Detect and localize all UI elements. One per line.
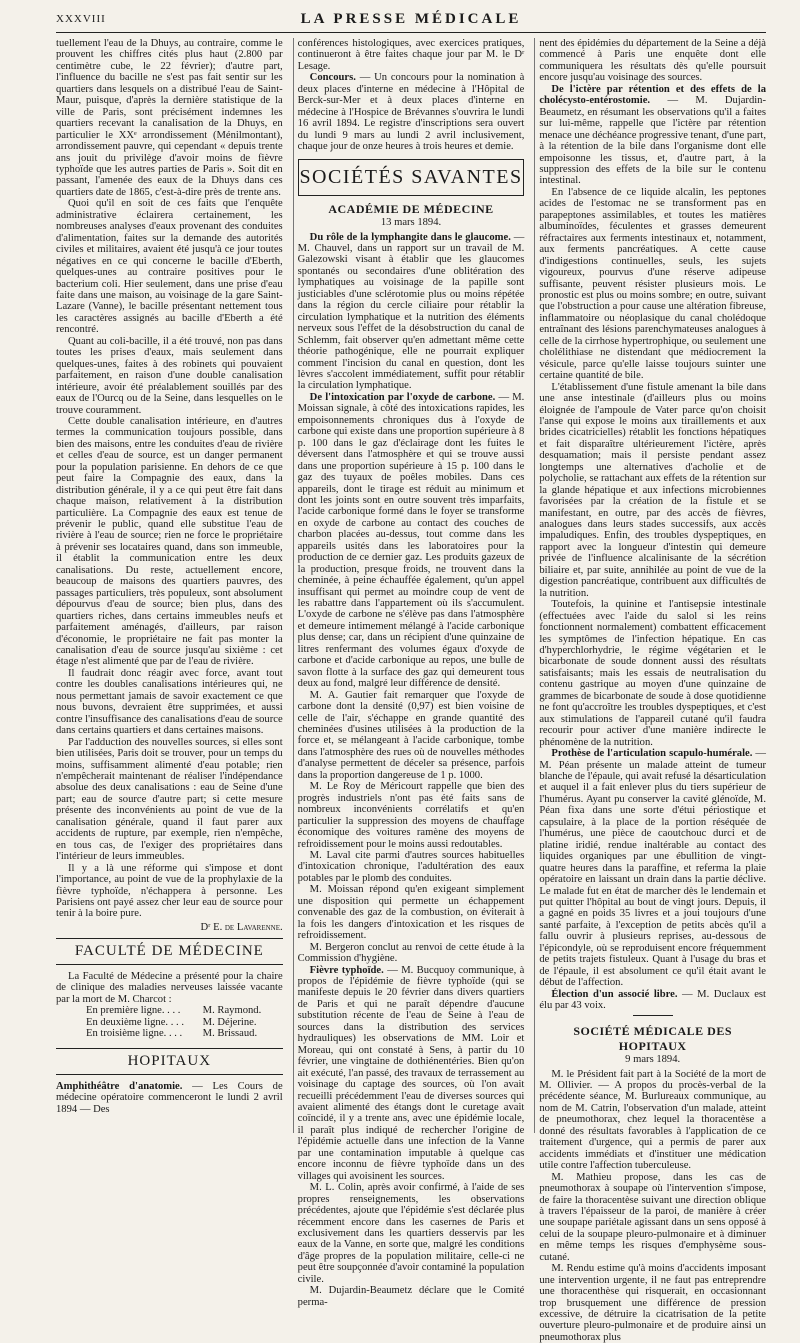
academie-title: ACADÉMIE DE MÉDECINE <box>328 201 494 216</box>
page-number: XXXVIII <box>56 13 106 25</box>
fievre-text: — M. Bucquoy communique, à propos de l'épidémie de fièvre typhoïde (qui se manifeste depuis le 20 février dans divers quartiers de Paris et qui ne paraît dépendre d'aucune substitution récente de l'eau de Seine à l'eau de sources dans la distribution des services hydrauliques) les observations de MM. Loir et Moreau, qui ont constaté à Sens, à partir du 10 février, une vingtaine de dothiénentéries. Bien qu'on ait exécuté, l'an passé, des travaux de terrassement au voisinage du captage des sources, où l'on avait recueilli précédemment l'eau de diverses sources qui avaient alimenté des étangs dont le curetage avait coïncidé, il y a trente ans, avec une épidémie locale, il paraît plus indiqué de rechercher l'origine de l'épidémie actuelle dans une infection de la Vanne par une contamination imputable à quelque cas encore inconnu de fièvre typhoïde dans un des villages qui avoisinent les sources. <box>297 964 525 1182</box>
candidate: M. Brissaud. <box>202 1028 258 1040</box>
fievre-title: Fièvre typhoïde. <box>309 964 384 976</box>
rank: En deuxième ligne. . . . <box>86 1016 184 1028</box>
faculte-list-item <box>56 1028 283 1040</box>
hopitaux-lead: Amphithéâtre d'anatomie. <box>56 1080 183 1092</box>
paragraph: M. A. Gautier fait remarquer que l'oxyde de carbone dont la densité (0,97) est bien voisine de celle de l'air, s'échappe en grande quantité des cheminées d'usines utilisées à la production de la force et, se mélangeant à l'acide carbonique, tombe dans l'atmosphère des rues où de nouvelles méthodes d'analyse permettent de déceler sa présence, parfois dans la proportion dangereuse de 1 p. 1000. <box>297 689 525 781</box>
election-paragraph <box>539 989 766 1012</box>
paragraph: tuellement l'eau de la Dhuys, au contraire, comme le prouvent les chiffres cités plus haut (2.800 par centimètre cube, le 22 février); d'autre part, l'influence du bacille ne s'est pas fait sentir sur les quartiers dans lesquels on a distribué l'eau de Saint-Maur, puisque, d'après la dernière statistique de la ville de Paris, sont précisément indemnes les quartiers recevant la canalisation de la Dhuys, en particulier le XXᵉ arrondissement (Ménilmontant), arrondissement pauvre, qui cependant « depuis trente ans jouit du privilège d'avoir moins de fièvre typhoïde que les autres parties de Paris ». Soit dit en passant, l'amenée des eaux de la Dhuys dans ces quartiers date de 1865, c'est-à-dire près de trente ans. <box>56 38 283 198</box>
paragraph: M. L. Colin, après avoir confirmé, à l'aide de ses propres renseignements, les observations précédentes, ajoute que l'épidémie s'est déclarée plus récemment encore dans les casernes de Paris et exclusivement dans les quartiers desservis par les eaux de la Vanne, en sorte que, malgré les conditions d'âge propres de la population militaire, celle-ci ne peut être soupçonnée d'avoir contaminé la population civile. <box>297 1182 525 1285</box>
paragraph: M. Moissan répond qu'en exigeant simplement une disposition qui permette un échappement convenable des gaz de la combustion, on éviterait à la fois les dangers d'intoxication et les risques de refroidissement. <box>297 884 525 942</box>
concours-paragraph <box>298 72 525 152</box>
concours-text: — Un concours pour la nomination à deux places d'interne en médecine à l'Hôpital de Berck-sur-Mer et à deux places d'interne en médecine à l'Hospice de Brévannes s'ouvrira le lundi 16 avril 1894. Le registre d'inscriptions sera ouvert du lundi 9 mars au lundi 2 avril inclusivement, chaque jour de onze heures à trois heures et demie. <box>297 72 525 153</box>
oxyde-title: De l'intoxication par l'oxyde de carbone. <box>309 391 496 403</box>
hopitaux-title: HOPITAUX <box>56 1048 283 1075</box>
prothese-text: — M. Péan présente un malade atteint de tumeur blanche de l'épaule, qui avait refusé la désarticulation et auquel il a fait enlever plus du tiers supérieur de l'humérus. Ayant pu conserver la cavité glénoïde, M. Péan fixa dans une sorte d'étui périostique et capsulaire, à la place de la portion réséquée de l'humérus, une pièce de caoutchouc durci et de platine iridié, rendue inaltérable au contact des liquides organiques par une ébullition de vingt-quatre heures dans la paraffine, et referma la plaie opératoire en laissant un drain dans la partie déclive. Le malade fut en état de marcher dès le lendemain et put quitter l'hôpital au bout de vingt jours. Depuis, il a gagné en poids 35 livres et a joui toujours d'une santé parfaite, à l'exception de petits abcès qu'il a fallu ouvrir à plusieurs reprises, au-dessous de l'épicondyle, où se reproduisent encore fréquemment de petits trajets fistuleux. Quant à l'usage du bras et de l'épaule, il est absolument ce qu'il était avant le début de l'affection. <box>539 748 767 989</box>
faculte-text: La Faculté de Médecine a présenté pour la chaire de clinique des maladies nerveuses laissée vacante par la mort de M. Charcot : <box>56 970 283 1005</box>
paragraph: Il faudrait donc réagir avec force, avant tout contre les doubles canalisations intérieures qui, ne nous permettant jamais de savoir exactement ce que nous buvons, devraient être supprimées, et aussi contre l'insuffisance des canalisations d'eau de source dans certains quartiers et dans certaines maisons. <box>56 667 283 737</box>
academie-date: 13 mars 1894. <box>380 216 442 228</box>
rank: En troisième ligne. . . . <box>86 1028 183 1040</box>
article-columns <box>56 38 767 1343</box>
paragraph: L'établissement d'une fistule amenant la bile dans une anse intestinale (d'ailleurs plus ou moins éloignée de l'ampoule de Vater parce qu'on choisit l'anse qui expose le moins aux tiraillements et aux brides cicatricielles) rétablit les fonctions hépatiques et fait disparaître ultérieurement l'ictère, après desquamation; mais il persiste pendant assez longtemps une alternatives d'acholie et de polycholie, se rattachant aux effets de la rétention sur la glande hépatique et aux infections microbiennes favorisées par la création de la fistule et se manifestant, en outre, par des accès de fièvres, analogues dans leurs stades successifs, aux accès impaludiques. Enfin, des troubles dyspeptiques, en rapport avec la longueur d'intestin qui demeure privée de l'influence alcalinisante de la sécrétion biliaire et, par suite, annihilée au point de vue de la digestion pancréatique, contribuent aux difficultés de la nutrition. <box>539 381 767 599</box>
column-3 <box>534 38 767 1343</box>
election-title: Élection d'un associé libre. <box>551 988 678 1000</box>
paragraph: nent des épidémies du département de la Seine a déjà commencé à Paris une enquête dont elle communiquera les résultats dès qu'elle poursuit encore jusqu'au voisinage des sources. <box>539 38 767 84</box>
paragraph: M. Bergeron conclut au renvoi de cette étude à la Commission d'hygiène. <box>297 941 525 965</box>
oxyde-paragraph <box>298 392 525 690</box>
candidate: M. Raymond. <box>202 1005 262 1017</box>
author-signature: Dʳ E. de Lavarenne. <box>200 921 283 933</box>
column-2 <box>293 38 525 1308</box>
societe-hopitaux-date: 9 mars 1894. <box>625 1053 681 1065</box>
paragraph: Toutefois, la quinine et l'antisepsie intestinale (effectuées avec l'aide du salol si les reins fonctionnent normalement) combattent efficacement les symptômes de l'infection hépatique. En cas d'hyperchlorhydrie, le régime végétarien et le bicarbonate de soude donnent aussi des résultats satisfaisants; mais les essais de neutralisation du contenu gastrique au moyen d'une quinzaine de grammes de bicarbonate de soude à dose quotidienne ne font qu'accroître les troubles dyspeptiques, et c'est aux stimulations de l'appareil cutané qu'il faudra recourir pour activer d'une manière indirecte le phénomène de la nutrition. <box>539 599 767 748</box>
rank: En première ligne. . . . <box>86 1005 181 1017</box>
paragraph: M. le Président fait part à la Société de la mort de M. Ollivier. — A propos du procès-verbal de la précédente séance, M. Burlureaux communique, au nom de M. Catrin, l'observation d'un malade, atteint de pneumothorax, chez lequel la thoracentèse a donné des résultats favorables à l'application de ce traitement d'urgence, qui a permis de parer aux accidents immédiats et d'instituer une médication utile contre l'affection tuberculeuse. <box>539 1068 767 1172</box>
paragraph: M. Laval cite parmi d'autres sources habituelles d'intoxication chronique, l'adultération des eaux potables par le plomb des conduites. <box>297 850 525 884</box>
societe-hopitaux-title: SOCIÉTÉ MÉDICALE DES HOPITAUX <box>573 1023 733 1053</box>
prothese-title: Prothèse de l'articulation scapulo-humérale. <box>551 748 753 760</box>
glaucome-text: — M. Chauvel, dans un rapport sur un travail de M. Galezowski visant à établir que les glaucomes spontanés ou secondaires d'une oblitération des lymphatiques au voisinage de la papille sont justiciables d'une sclérotomie plus ou moins répétée dans la région du cercle ciliaire pour rétablir la circulation lymphatique et la nutrition des éléments nerveux sous l'effet de la désobstruction du canal de Schlemm, fait observer qu'en admettant même cette théorie pathogénique, elle ne pourrait expliquer comment l'incision du canal en question, dont les lèvres s'accolent immédiatement, suffit pour rétablir la circulation lymphatique. <box>297 231 525 392</box>
glaucome-title: Du rôle de la lymphangite dans le glaucome. <box>309 231 511 243</box>
masthead: LA PRESSE MÉDICALE <box>300 10 522 27</box>
paragraph: Quant au coli-bacille, il a été trouvé, non pas dans toutes les prises d'eaux, mais seulement dans quelques-unes, faites à des robinets qui pouvaient parfaitement, en raison d'une double canalisation intérieure, avoir été préalablement souillés par des eaux de l'Ourcq ou de la Seine, dans lesquelles on le trouve couramment. <box>56 335 283 416</box>
candidate: M. Déjerine. <box>202 1016 257 1028</box>
societes-savantes-title: SOCIÉTÉS SAVANTES <box>298 159 525 196</box>
column-1 <box>56 38 283 1133</box>
glaucome-paragraph <box>298 232 525 392</box>
paragraph: M. Dujardin-Beaumetz déclare que le Comité perma- <box>297 1285 525 1308</box>
paragraph: Par l'adduction des nouvelles sources, si elles sont bien utilisées, Paris doit se trouver, pour un temps du moins, suffisamment alimenté d'eau potable; rien n'empêcherait maintenant de réaliser l'indépendance absolue des deux canalisations : eau de Seine d'une part; eau de source d'autre part; si cette mesure présente des inconvénients au point de vue de la canalisation générale, quand il faut parer aux accidents de rupture, par exemple, rien n'empêche, en tous cas, de l'exiger des propriétaires dans l'intérieur de leurs immeubles. <box>56 736 283 863</box>
page-header <box>56 6 766 33</box>
divider <box>633 1015 673 1016</box>
paragraph: En l'absence de ce liquide alcalin, les peptones acides de l'estomac ne se transforment pas en parapeptones assimilables, et toutes les matières albuminoïdes, féculentes et grasses demeurent réfractaires aux ferments intestinaux et, notamment, aux ferments pancréatiques. A cette cause d'indigestions continuelles, seuls, les sujets vigoureux, pourvus d'une réserve adipeuse suffisante, peuvent résister plusieurs mois. Le pronostic est plus ou moins sombre; en outre, suivant que l'obstruction a pour cause une altération fibreuse, inflammatoire ou néoplasique du canal cholédoque entraînant des lésions parenchymateuses analogues à celle de la cirrhose hypertrophique, ou seulement une cholélithiase ne distendant que médiocrement la vésicule, parce qu'elle laisse toujours suinter une certaine quantité de bile. <box>539 186 767 382</box>
ictere-paragraph <box>539 84 766 187</box>
faculte-list-item <box>56 1005 283 1017</box>
faculte-list-item <box>56 1017 283 1029</box>
faculte-title: FACULTÉ DE MÉDECINE <box>56 938 283 965</box>
paragraph: Quoi qu'il en soit de ces faits que l'enquête administrative éclairera certainement, les nombreuses analyses d'eaux provenant des conduites d'alimentation, faites sur la demande des autorités civiles et militaires, avaient été jusqu'à ce jour toutes négatives en ce qui concerne le bacille d'Eberth, quelques-unes au contraire positives pour le bacterium coli. Hier seulement, dans une prise d'eau faite dans une maison, au voisinage de la gare Saint-Lazare (Vanne), le bacille présentant nettement tous les caractères assignés au bacille d'Eberth a été rencontré. <box>56 198 283 336</box>
oxyde-text: — M. Moissan signale, à côté des intoxications rapides, les empoisonnements chroniques dus à l'oxyde de carbone qui existe dans une proportion supérieure à 8 p. 100 dans le gaz d'éclairage dont les fuites le déversent dans l'atmosphère et qui se trouve aussi dans une proportion supérieure à 15 p. 100 dans le gaz des tuyaux de poêles mobiles. Dans ces appareils, dont le tirage est réduit au minimum et dont les joints sont en outre souvent très imparfaits, l'acide carbonique formé dans le foyer se transforme en oxyde de carbone au contact des couches de charbon placées au-dessus, tout comme dans les appareils usités dans les laboratoires pour la production de ce dernier gaz. Les produits gazeux de la production, presque froids, ne trouvent dans la cheminée, à peine échauffée également, qu'un appel insuffisant qui permet au moindre coup de vent de les rabattre dans l'appartement où ils s'accumulent. L'oxyde de carbone ne s'élève pas dans l'atmosphère et demeure intimement mélangé à l'acide carbonique plus dense; car, dans un récipient d'une quinzaine de litres renfermant des volumes égaux d'oxyde de carbone et d'acide carbonique au repos, une bulle de savon flotte à la surface des gaz qui demeurent tous deux au fond, malgré leur différence de densité. <box>297 391 525 690</box>
ictere-text: — M. Dujardin-Beaumetz, en résumant les observations qu'il a faites sur lui-même, rappelle que l'ictère par rétention menace une déchéance progressive tenant, d'une part, à la rétention de la bile dans l'organisme dont elle empoisonne les tissus, et, d'autre part, à la suppression des effets de la bile sur le contenu intestinal. <box>539 95 767 187</box>
hopitaux-text: — Les Cours de médecine opératoire commenceront le lundi 2 avril 1894 — Des <box>56 1080 283 1115</box>
hopitaux-paragraph <box>56 1081 283 1115</box>
paragraph: M. Mathieu propose, dans les cas de pneumothorax à soupape où l'intervention s'impose, de faire la thoracentèse suivant une direction oblique à travers l'épaisseur de la paroi, de manière à créer une soupape pariétale agissant dans un sens opposé à celui de la soupape pleuro-pulmonaire et à diminuer en même temps les risques d'emphysème sous-cutané. <box>539 1171 767 1263</box>
election-text: — M. Duclaux est élu par 43 voix. <box>539 988 767 1012</box>
paragraph: Cette double canalisation intérieure, en d'autres termes la communication toujours possible, dans bien des maisons, entre les conduites d'eau de rivière et celles d'eau de source, est un danger permanent pour la population parisienne. En dehors de ce que peut faire la Compagnie des eaux, dans la distribution générale, il y a ce qui peut être fait dans chaque maison, relativement à la distribution particulière. La Compagnie des eaux est tenue de prévenir le public, quand elle substitue l'eau de rivière à l'eau de source; rien ne force le propriétaire à prévenir ses locataires quand, dans son immeuble, il établit la communication entre les deux canalisations. Du reste, actuellement encore, beaucoup de maisons des quartiers pauvres, des passages particuliers, très populeux, sont absolument dépourvus d'eau de source; bien plus, dans des quartiers riches, dans certains immeubles neufs et parfaitement aménagés, d'ailleurs, par raison d'économie, le propriétaire ne fait pas monter la canalisation d'eau de source jusqu'au sixième : cet étage n'est alimenté que par de l'eau de rivière. <box>56 415 283 668</box>
paragraph: conférences histologiques, avec exercices pratiques, continueront à être faites chaque jour par M. le Dʳ Lesage. <box>297 38 525 72</box>
paragraph: M. Le Roy de Méricourt rappelle que bien des progrès industriels n'ont pas été faits sans de nombreux inconvénients corrélatifs et qu'en particulier la suppression des moyens de chauffage économique des voitures ramène des moyens de refroidissement pour le moins aussi redoutables. <box>297 781 525 850</box>
paragraph: Il y a là une réforme qui s'impose et dont l'importance, au point de vue de la prophylaxie de la fièvre typhoïde, n'échappera à personne. Les Parisiens ont payé assez cher leur eau de source pour tenir à la boire pure. <box>56 862 283 920</box>
ictere-title: De l'ictère par rétention et des effets de la cholécysto-entérostomie. <box>539 83 767 107</box>
concours-lead: Concours. <box>309 72 356 84</box>
paragraph: M. Rendu estime qu'à moins d'accidents imposant une intervention urgente, il ne faut pas entreprendre une thoracenthèse qui risquerait, en occasionnant trop brusquement une différence de pression excessive, de détruire la cicatrisation de la petite ouverture pleuro-pulmonaire et de produire ainsi un pneumothorax plus <box>539 1263 767 1343</box>
fievre-paragraph <box>298 965 525 1183</box>
prothese-paragraph <box>539 748 766 989</box>
